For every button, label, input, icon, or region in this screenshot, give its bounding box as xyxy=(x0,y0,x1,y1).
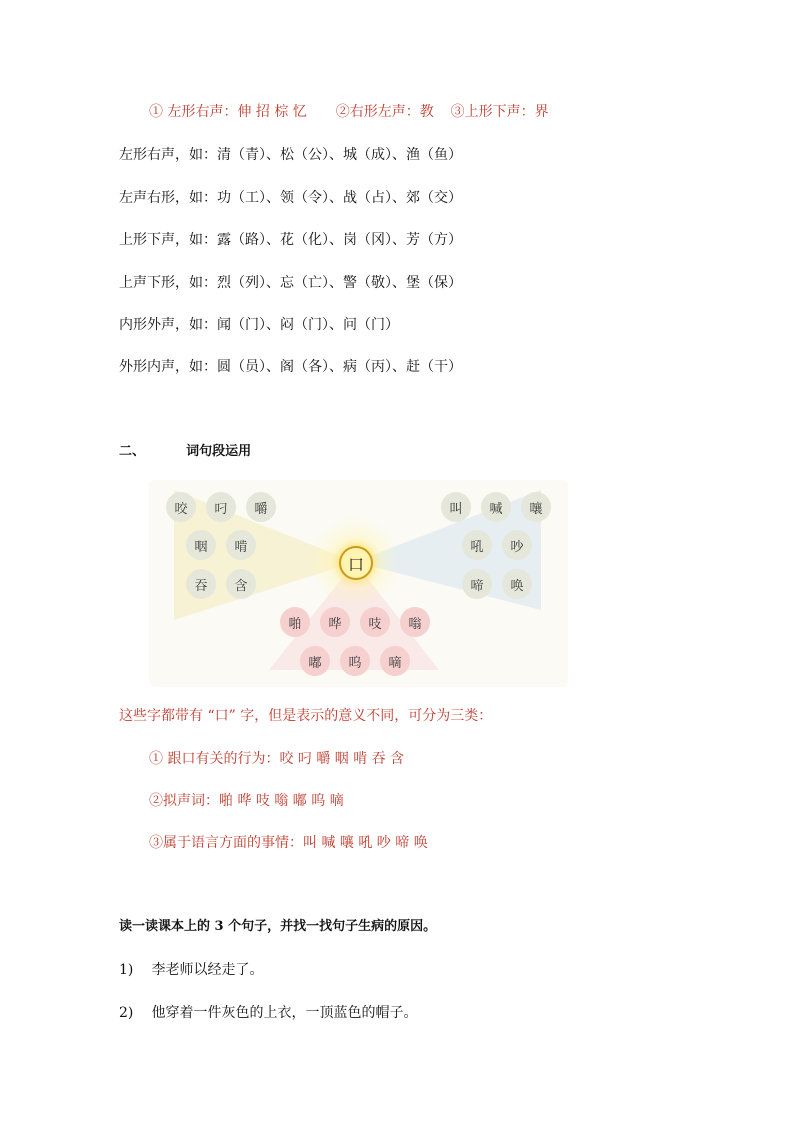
section-title: 词句段运用 xyxy=(186,444,252,459)
character-circle: 叫 xyxy=(441,492,471,522)
summary-line xyxy=(149,103,549,121)
character-circle: 咬 xyxy=(166,492,196,522)
character-circle: 啪 xyxy=(280,607,310,637)
sentence-number: 2) xyxy=(119,1005,134,1021)
analysis-item: ① 跟口有关的行为：咬 叼 嚼 咽 啃 吞 含 xyxy=(149,751,405,767)
sentence-row xyxy=(119,1004,417,1022)
structure-row: 外形内声，如：圆（员）、阁（各）、病（丙）、赶（干） xyxy=(119,359,462,375)
character-circle: 嗡 xyxy=(400,607,430,637)
exercise-heading: 读一读课本上的 3 个句子，并找一找句子生病的原因。 xyxy=(119,919,437,934)
character-circle: 唤 xyxy=(502,569,532,599)
character-circle: 呜 xyxy=(340,646,370,676)
character-circle: 喊 xyxy=(481,492,511,522)
center-character: 口 xyxy=(339,546,373,580)
analysis-intro: 这些字都带有 “口” 字，但是表示的意义不同，可分为三类： xyxy=(119,708,493,724)
structure-row: 左形右声，如：清（青）、松（公）、城（成）、渔（鱼） xyxy=(119,147,462,163)
character-circle: 嚷 xyxy=(521,492,551,522)
section-heading xyxy=(119,443,251,461)
character-circle: 哗 xyxy=(320,607,350,637)
sentence-text: 李老师以经走了。 xyxy=(151,962,264,978)
section-number: 二、 xyxy=(119,444,146,459)
radical-diagram xyxy=(149,480,568,687)
analysis-item: ②拟声词：啪 哗 吱 嗡 嘟 呜 嘀 xyxy=(149,793,344,809)
character-circle: 嚼 xyxy=(246,492,276,522)
structure-row: 内形外声，如：闻（门）、闷（门）、问（门） xyxy=(119,317,399,333)
character-circle: 吼 xyxy=(462,530,492,560)
character-circle: 含 xyxy=(226,569,256,599)
character-circle: 吱 xyxy=(360,607,390,637)
summary-item-3: ③上形下声：界 xyxy=(450,104,549,120)
character-circle: 叼 xyxy=(206,492,236,522)
character-circle: 吞 xyxy=(186,569,216,599)
character-circle: 吵 xyxy=(502,530,532,560)
summary-item-1: ① 左形右声：伸 招 棕 忆 xyxy=(149,104,307,120)
character-circle: 啃 xyxy=(226,530,256,560)
character-circle: 嘟 xyxy=(300,646,330,676)
character-circle: 啼 xyxy=(462,569,492,599)
summary-item-2: ②右形左声：教 xyxy=(335,104,434,120)
sentence-number: 1) xyxy=(119,962,134,978)
structure-row: 上声下形，如：烈（列）、忘（亡）、警（敬）、堡（保） xyxy=(119,275,462,291)
structure-row: 左声右形，如：功（工）、领（令）、战（占）、郊（交） xyxy=(119,190,462,206)
character-circle: 咽 xyxy=(186,530,216,560)
sentence-text: 他穿着一件灰色的上衣，一顶蓝色的帽子。 xyxy=(151,1005,418,1021)
character-circle: 嘀 xyxy=(380,646,410,676)
sentence-row xyxy=(119,961,263,979)
analysis-item: ③属于语言方面的事情：叫 喊 嚷 吼 吵 啼 唤 xyxy=(149,835,428,851)
structure-row: 上形下声，如：露（路）、花（化）、岗（冈）、芳（方） xyxy=(119,232,462,248)
